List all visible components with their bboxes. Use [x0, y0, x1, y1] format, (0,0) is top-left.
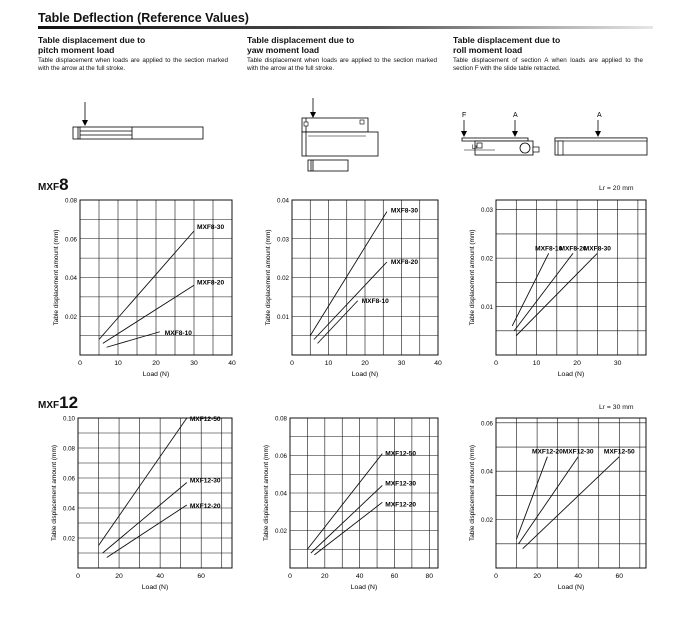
y-tick-label: 0.06: [274, 453, 287, 460]
model-prefix: MXF: [38, 182, 60, 193]
title-rule: [38, 26, 653, 29]
y-tick-label: 0.02: [480, 517, 493, 525]
y-tick-label: 0.04: [62, 505, 75, 513]
y-tick-label: 0.08: [64, 197, 77, 205]
y-tick-label: 0.02: [64, 313, 77, 321]
series-label: MXF8-30: [197, 224, 225, 231]
series-label: MXF8-30: [390, 207, 419, 215]
x-tick-label: 40: [156, 573, 164, 580]
y-tick-label: 0.06: [64, 236, 77, 244]
x-tick-label: 0: [76, 573, 80, 580]
series-label: MXF12-50: [385, 450, 417, 458]
chart-mxf12-pitch: [40, 413, 238, 598]
section-description: Table displacement when loads are applied to the section marked with the arrow at the full stroke.: [38, 57, 228, 72]
series-label: MXF8-20: [559, 245, 587, 253]
y-tick-label: 0.06: [62, 475, 75, 483]
model-number: 8: [59, 175, 69, 194]
x-tick-label: 60: [390, 573, 399, 580]
x-tick-label: 80: [425, 573, 434, 580]
x-tick-label: 40: [574, 573, 582, 580]
x-tick-label: 0: [494, 573, 498, 580]
x-tick-label: 20: [361, 360, 369, 367]
y-axis-label: Table displacement amount (mm): [469, 229, 476, 326]
y-tick-label: 0.01: [480, 304, 493, 312]
section-yaw: [247, 36, 437, 72]
y-axis-label: Table displacement amount (mm): [469, 444, 476, 542]
x-tick-label: 20: [573, 360, 581, 367]
y-tick-label: 0.04: [480, 468, 493, 476]
yaw-load-diagram: [296, 96, 396, 176]
chart-mxf12-roll: [452, 413, 654, 598]
y-tick-label: 0.02: [274, 528, 287, 535]
section-label-a: A: [513, 112, 518, 119]
x-tick-label: 20: [115, 573, 123, 580]
x-axis-label: Load (N): [557, 584, 585, 591]
x-tick-label: 10: [114, 360, 122, 367]
x-tick-label: 40: [355, 573, 364, 580]
series-label: MXF12-20: [531, 448, 563, 456]
x-axis-label: Load (N): [350, 584, 378, 591]
model-prefix: MXF: [38, 400, 60, 411]
series-label: MXF12-30: [562, 448, 594, 456]
series-label: MXF12-20: [189, 503, 221, 510]
series-label: MXF8-20: [390, 259, 419, 266]
x-tick-label: 0: [288, 573, 292, 580]
model-number: 12: [59, 393, 79, 412]
x-tick-label: 0: [290, 360, 294, 367]
series-label: MXF12-50: [603, 448, 635, 456]
y-tick-label: 0.02: [276, 275, 289, 282]
series-label: MXF12-50: [189, 416, 221, 423]
y-tick-label: 0.08: [62, 445, 75, 453]
y-tick-label: 0.02: [480, 255, 493, 263]
y-tick-label: 0.01: [276, 313, 289, 321]
y-axis-label: Table displacement amount (mm): [263, 444, 270, 542]
y-tick-label: 0.06: [480, 420, 493, 428]
x-tick-label: 0: [494, 360, 498, 367]
series-label: MXF8-30: [583, 245, 611, 253]
section-description: Table displacement when loads are applied to the section marked with the arrow at the full stroke.: [247, 57, 437, 72]
x-tick-label: 60: [197, 573, 205, 580]
x-axis-label: Load (N): [557, 371, 585, 378]
lr-note: Lr = 30 mm: [599, 404, 634, 411]
chart-mxf8-pitch: [40, 195, 238, 385]
lr-dimension-label: Lr: [472, 145, 478, 151]
y-axis-label: Table displacement amount (mm): [51, 444, 58, 542]
y-tick-label: 0.03: [276, 236, 289, 244]
x-tick-label: 20: [533, 573, 541, 580]
series-label: MXF8-10: [535, 245, 563, 253]
x-tick-label: 30: [397, 360, 406, 367]
x-axis-label: Load (N): [351, 371, 379, 378]
series-label: MXF8-20: [197, 279, 225, 287]
model-label-mxf12: [38, 393, 78, 413]
force-label-f: F: [462, 112, 467, 119]
plot-area: [496, 418, 646, 568]
x-tick-label: 20: [321, 573, 329, 580]
section-description: Table displacement of section A when loads are applied to the section F with the slide table retracted.: [453, 57, 643, 72]
section-title: Table displacement due to roll moment load: [453, 35, 561, 55]
roll-load-diagram: [455, 100, 655, 160]
chart-mxf12-yaw: [246, 413, 444, 598]
series-label: MXF12-30: [189, 477, 221, 485]
x-tick-label: 60: [615, 573, 624, 580]
chart-mxf8-roll: [452, 195, 654, 385]
series-label: MXF8-10: [361, 297, 389, 305]
x-tick-label: 10: [532, 360, 541, 367]
plot-area: [496, 200, 646, 355]
lr-note: Lr = 20 mm: [599, 185, 634, 192]
x-tick-label: 40: [434, 360, 442, 367]
section-label-a: A: [597, 112, 602, 119]
y-tick-label: 0.04: [276, 197, 289, 205]
x-tick-label: 10: [324, 360, 333, 367]
section-title: Table displacement due to yaw moment load: [247, 35, 355, 55]
y-axis-label: Table displacement amount (mm): [265, 229, 272, 326]
x-tick-label: 30: [190, 360, 198, 367]
y-tick-label: 0.08: [274, 415, 287, 423]
section-title: Table displacement due to pitch moment load: [38, 35, 146, 55]
y-tick-label: 0.02: [62, 535, 75, 543]
y-tick-label: 0.04: [64, 275, 77, 282]
x-axis-label: Load (N): [142, 371, 170, 378]
y-tick-label: 0.03: [480, 207, 493, 215]
section-roll: [453, 36, 643, 72]
x-tick-label: 30: [613, 360, 622, 367]
y-tick-label: 0.10: [62, 415, 75, 423]
pitch-load-diagram: [70, 100, 210, 155]
section-pitch: [38, 36, 228, 72]
series-label: MXF12-30: [385, 480, 417, 488]
x-axis-label: Load (N): [141, 584, 169, 591]
page-title: Table Deflection (Reference Values): [38, 11, 249, 25]
chart-mxf8-yaw: [246, 195, 444, 385]
model-label-mxf8: [38, 175, 69, 195]
x-tick-label: 0: [78, 360, 82, 367]
y-axis-label: Table displacement amount (mm): [53, 229, 60, 326]
y-tick-label: 0.04: [274, 490, 287, 498]
x-tick-label: 40: [228, 360, 236, 367]
series-label: MXF8-10: [164, 329, 192, 337]
series-label: MXF12-20: [385, 501, 417, 509]
x-tick-label: 20: [152, 360, 160, 367]
